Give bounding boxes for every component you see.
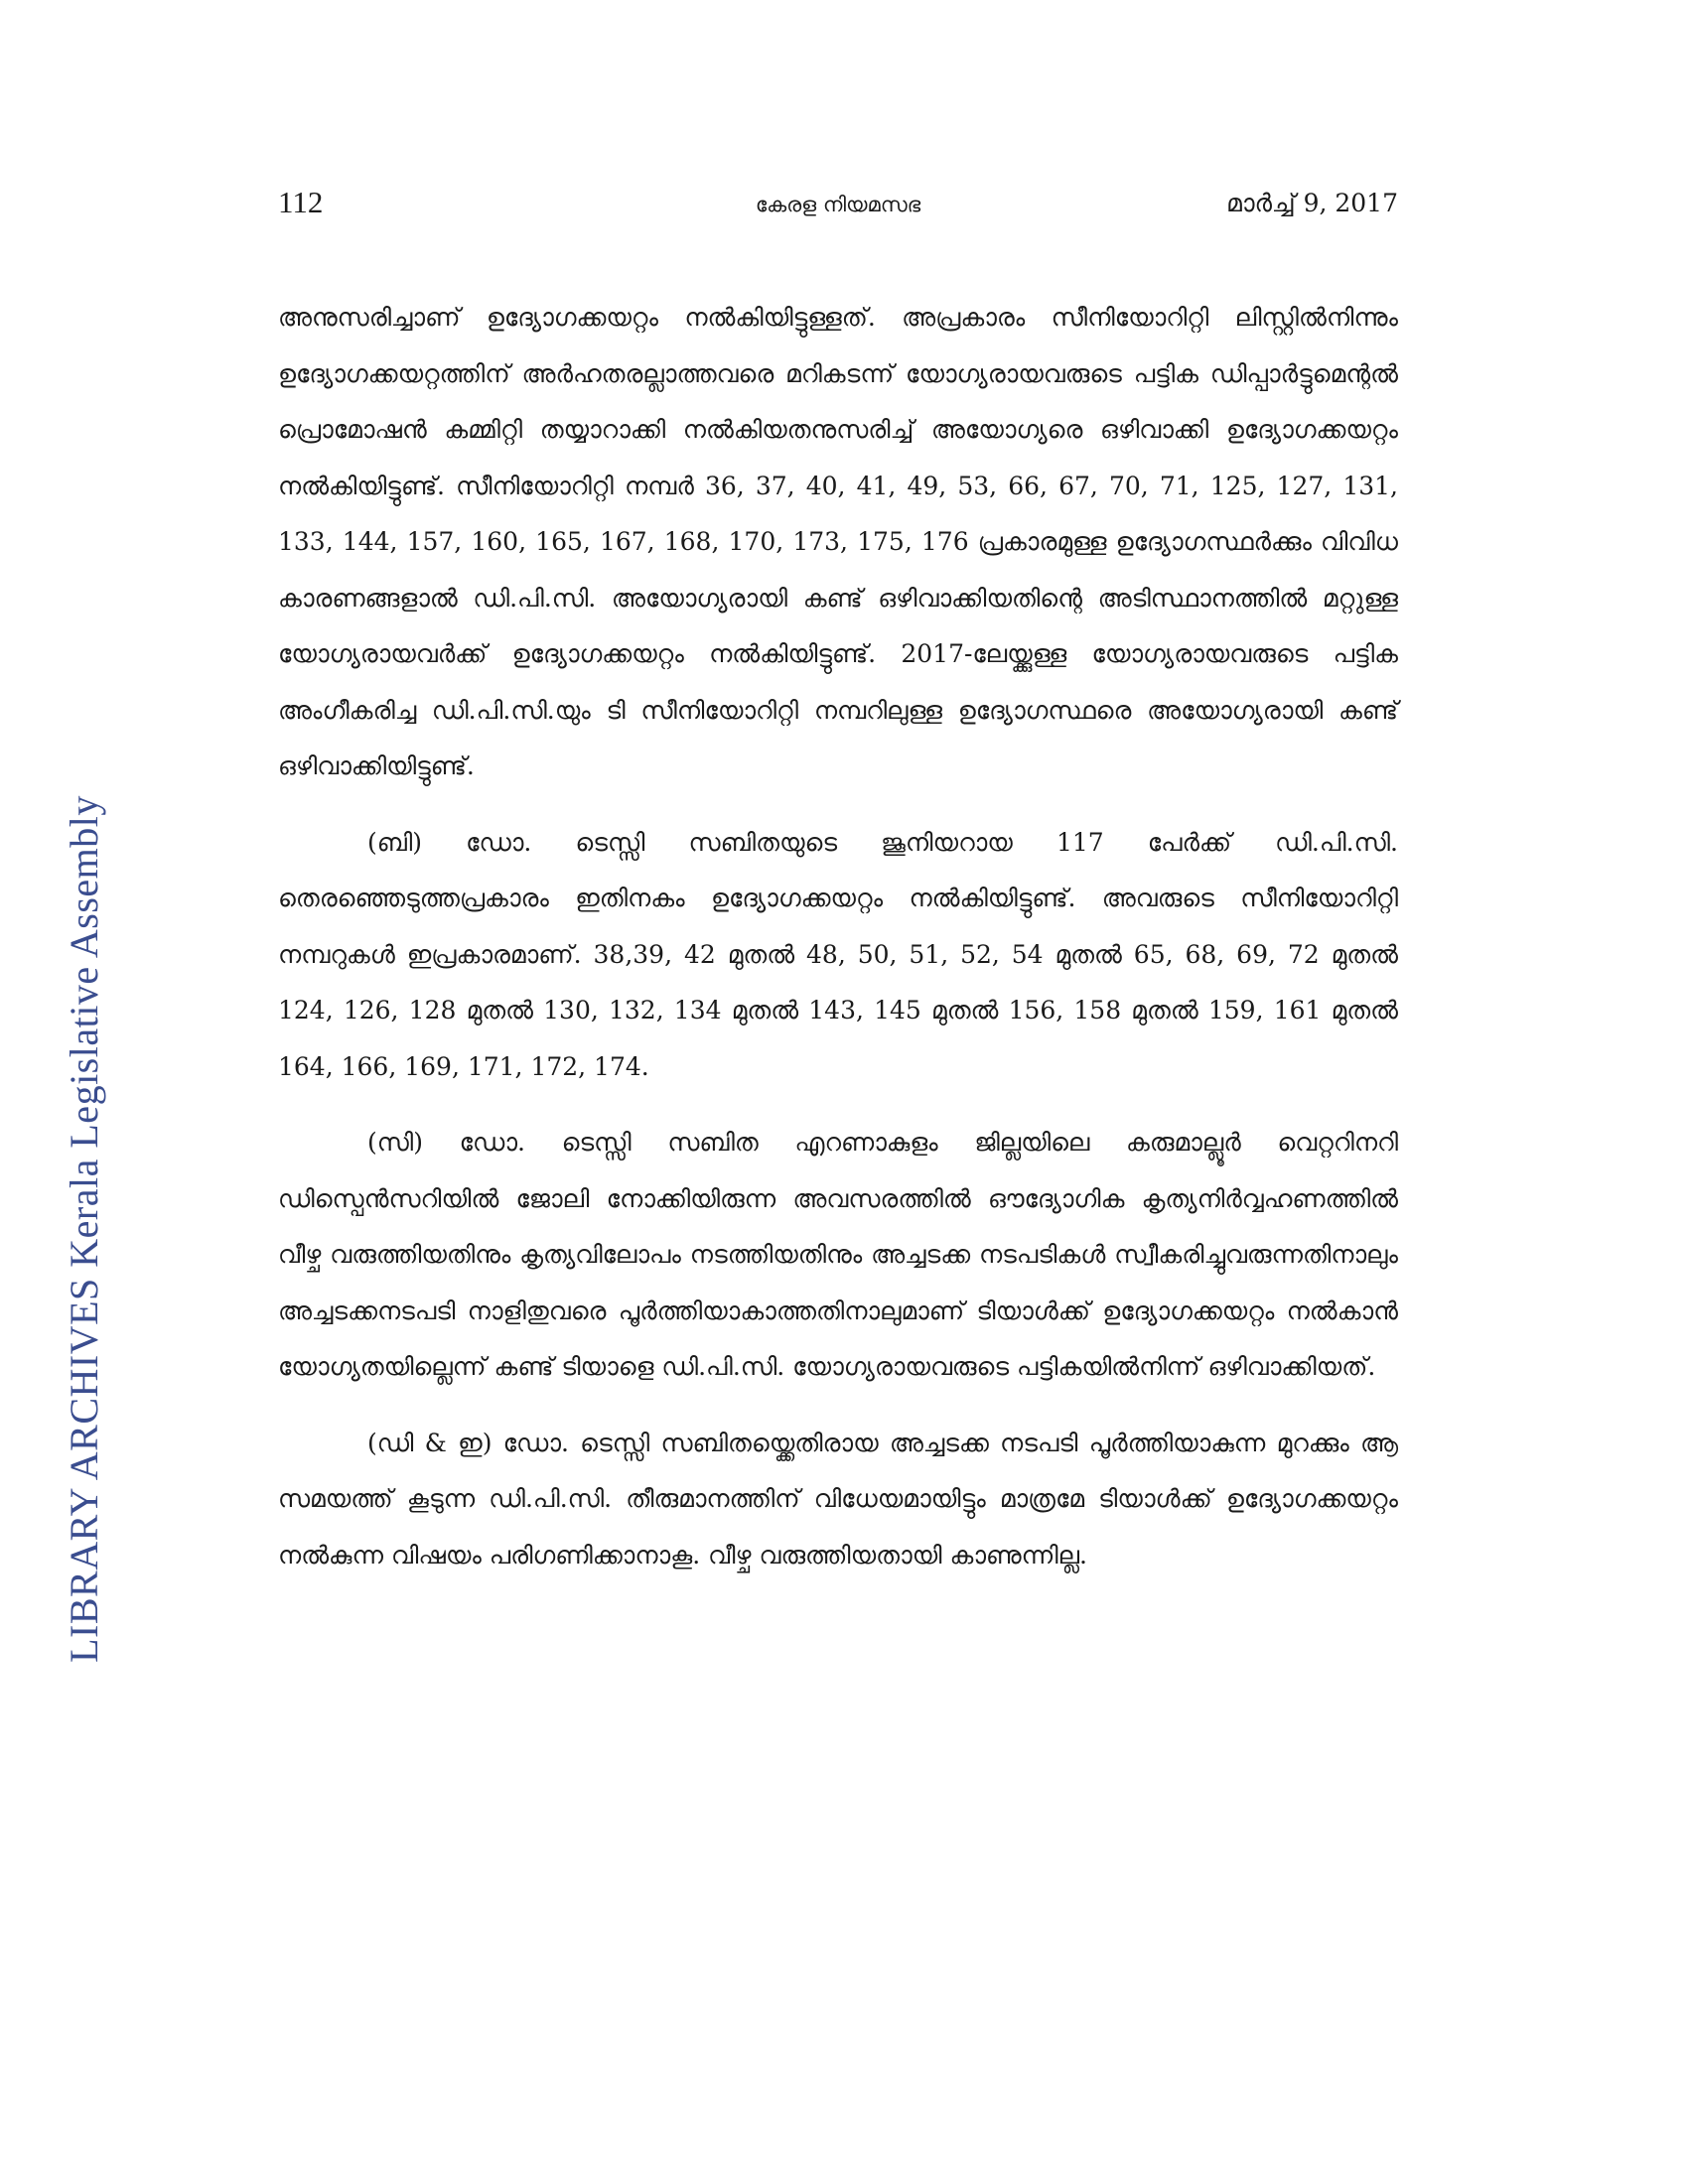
document-body <box>278 290 1398 1583</box>
header-date: മാർച്ച് 9, 2017 <box>1226 189 1398 217</box>
paragraph-b: (ബി) ഡോ. ടെസ്സി സബിതയുടെ ജൂനിയറായ 117 പേർക്ക് ഡി.പി.സി. തെരഞ്ഞെടുത്തപ്രകാരം ഇതിനകം ഉദ്യോഗക്കയറ്റം നൽകിയിട്ടുണ്ട്. അവരുടെ സീനിയോറിറ്റി നമ്പറുകൾ ഇപ്രകാരമാണ്. 38,39, 42 മുതൽ 48, 50, 51, 52, 54 മുതൽ 65, 68, 69, 72 മുതൽ 124, 126, 128 മുതൽ 130, 132, 134 മുതൽ 143, 145 മുതൽ 156, 158 മുതൽ 159, 161 മുതൽ 164, 166, 169, 171, 172, 174. <box>278 827 1398 1081</box>
paragraph-d-e: (ഡി & ഇ) ഡോ. ടെസ്സി സബിതയ്ക്കെതിരായ അച്ചടക്ക നടപടി പൂർത്തിയാകുന്ന മുറക്കും ആ സമയത്ത് കൂടുന്ന ഡി.പി.സി. തീരുമാനത്തിന് വിധേയമായിട്ടും മാത്രമേ ടിയാൾക്ക് ഉദ്യോഗക്കയറ്റം നൽകുന്ന വിഷയം പരിഗണിക്കാനാകൂ. വീഴ്ച വരുത്തിയതായി കാണുന്നില്ല. <box>278 1428 1398 1570</box>
running-title: കേരള നിയമസഭ <box>755 193 921 216</box>
page-number: 112 <box>278 185 324 219</box>
paragraph-c: (സി) ഡോ. ടെസ്സി സബിത എറണാകുളം ജില്ലയിലെ കരുമാല്ലൂർ വെറ്ററിനറി ഡിസ്പെൻസറിയിൽ ജോലി നോക്കിയിരുന്ന അവസരത്തിൽ ഔദ്യോഗിക കൃത്യനിർവ്വഹണത്തിൽ വീഴ്ച വരുത്തിയതിനും കൃത്യവിലോപം നടത്തിയതിനും അച്ചടക്ക നടപടികൾ സ്വീകരിച്ചുവരുന്നതിനാലും അച്ചടക്കനടപടി നാളിതുവരെ പൂർത്തിയാകാത്തതിനാലുമാണ് ടിയാൾക്ക് ഉദ്യോഗക്കയറ്റം നൽകാൻ യോഗ്യതയില്ലെന്ന് കണ്ട് ടിയാളെ ഡി.പി.സി. യോഗ്യരായവരുടെ പട്ടികയിൽനിന്ന് ഒഴിവാക്കിയത്. <box>278 1128 1398 1381</box>
paragraph-a-continuation: അനുസരിച്ചാണ് ഉദ്യോഗക്കയറ്റം നൽകിയിട്ടുള്ളത്. അപ്രകാരം സീനിയോറിറ്റി ലിസ്റ്റിൽനിന്നും ഉദ്യോഗക്കയറ്റത്തിന് അർഹതരല്ലാത്തവരെ മറികടന്ന് യോഗ്യരായവരുടെ പട്ടിക ഡിപ്പാർട്ടുമെന്റൽ പ്രൊമോഷൻ കമ്മിറ്റി തയ്യാറാക്കി നൽകിയതനുസരിച്ച് അയോഗ്യരെ ഒഴിവാക്കി ഉദ്യോഗക്കയറ്റം നൽകിയിട്ടുണ്ട്. സീനിയോറിറ്റി നമ്പർ 36, 37, 40, 41, 49, 53, 66, 67, 70, 71, 125, 127, 131, 133, 144, 157, 160, 165, 167, 168, 170, 173, 175, 176 പ്രകാരമുള്ള ഉദ്യോഗസ്ഥർക്കും വിവിധ കാരണങ്ങളാൽ ഡി.പി.സി. അയോഗ്യരായി കണ്ട് ഒഴിവാക്കിയതിന്റെ അടിസ്ഥാനത്തിൽ മറ്റുള്ള യോഗ്യരായവർക്ക് ഉദ്യോഗക്കയറ്റം നൽകിയിട്ടുണ്ട്. 2017-ലേയ്ക്കുള്ള യോഗ്യരായവരുടെ പട്ടിക അംഗീകരിച്ച ഡി.പി.സി.യും ടി സീനിയോറിറ്റി നമ്പറിലുള്ള ഉദ്യോഗസ്ഥരെ അയോഗ്യരായി കണ്ട് ഒഴിവാക്കിയിട്ടുണ്ട്. <box>278 303 1398 780</box>
library-archives-watermark: LIBRARY ARCHIVES Kerala Legislative Assembly <box>62 795 106 1663</box>
page-header <box>278 185 1398 234</box>
